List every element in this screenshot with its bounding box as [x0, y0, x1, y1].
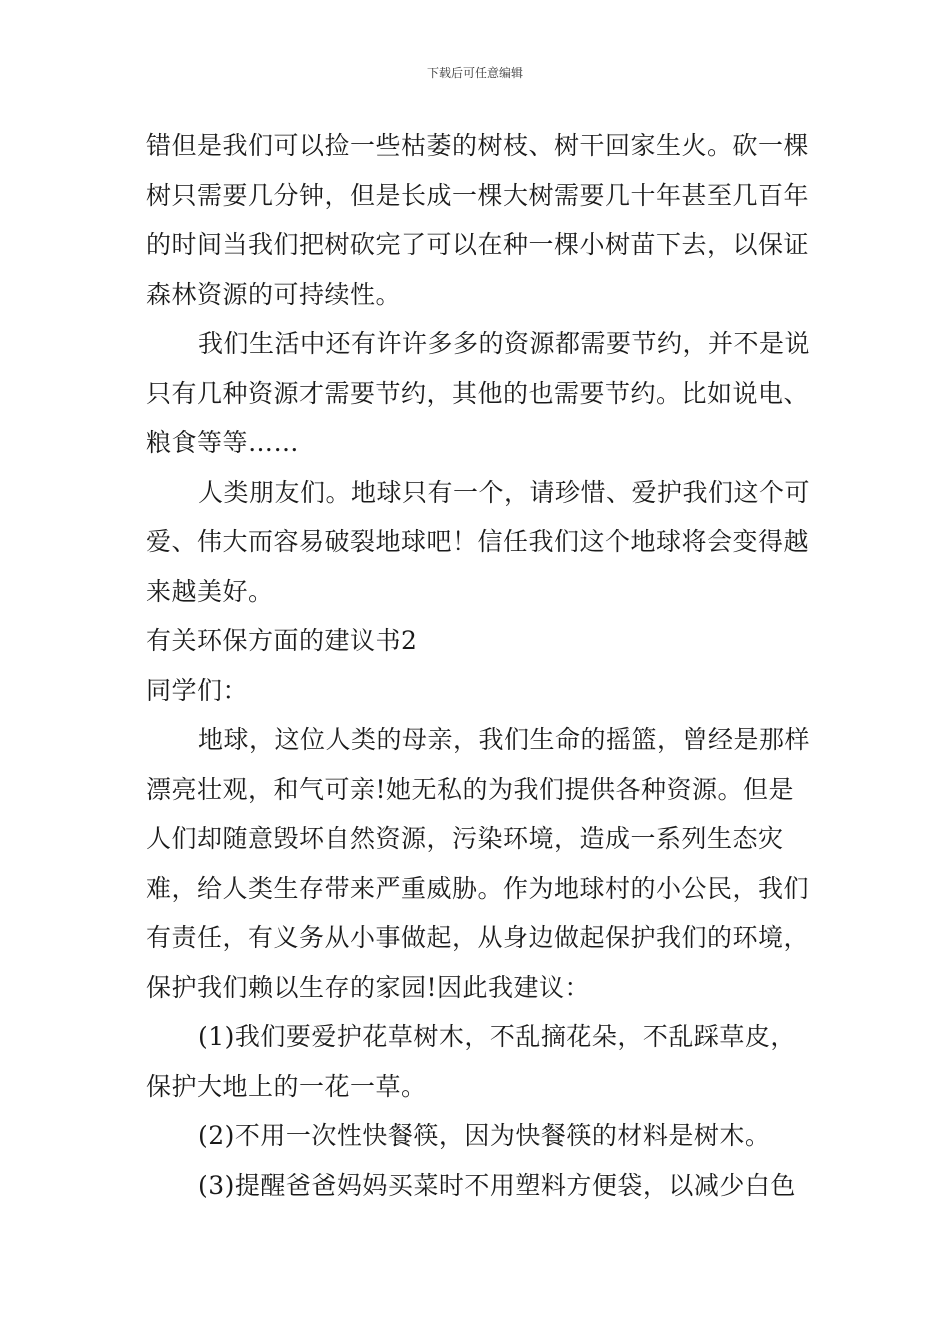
paragraph-forest-resources: 错但是我们可以捡一些枯萎的树枝、树干回家生火。砍一棵树只需要几分钟，但是长成一棵大树需要几十年甚至几百年的时间当我们把树砍完了可以在种一棵小树苗下去，以保证森林资源的可持续性。 — [146, 131, 810, 309]
salutation: 同学们： — [146, 675, 249, 705]
paragraph-cherish-earth: 人类朋友们。地球只有一个，请珍惜、爱护我们这个可爱、伟大而容易破裂地球吧！信任我们这个地球将会变得越来越美好。 — [146, 477, 811, 606]
suggestion-item-1: (1)我们要爱护花草树木，不乱摘花朵，不乱踩草皮，保护大地上的一花一草。 — [146, 1022, 796, 1101]
document-body — [146, 121, 810, 1210]
paragraph-earth-mother: 地球，这位人类的母亲，我们生命的摇篮，曾经是那样漂亮壮观，和气可亲!她无私的为我们提供各种资源。但是人们却随意毁坏自然资源，污染环境，造成一系列生态灾难，给人类生存带来严重威胁。作为地球村的小公民，我们有责任，有义务从小事做起，从身边做起保护我们的环境，保护我们赖以生存的家园!因此我建议： — [146, 725, 811, 1002]
suggestion-item-3: (3)提醒爸爸妈妈买菜时不用塑料方便袋，以减少白色 — [198, 1170, 796, 1200]
paragraph-save-resources: 我们生活中还有许许多多的资源都需要节约，并不是说只有几种资源才需要节约，其他的也需要节约。比如说电、粮食等等…… — [146, 329, 811, 457]
page-header: 下载后可任意编辑 — [426, 66, 523, 80]
section-title: 有关环保方面的建议书2 — [146, 626, 418, 655]
suggestion-item-2: (2)不用一次性快餐筷，因为快餐筷的材料是树木。 — [198, 1121, 771, 1150]
